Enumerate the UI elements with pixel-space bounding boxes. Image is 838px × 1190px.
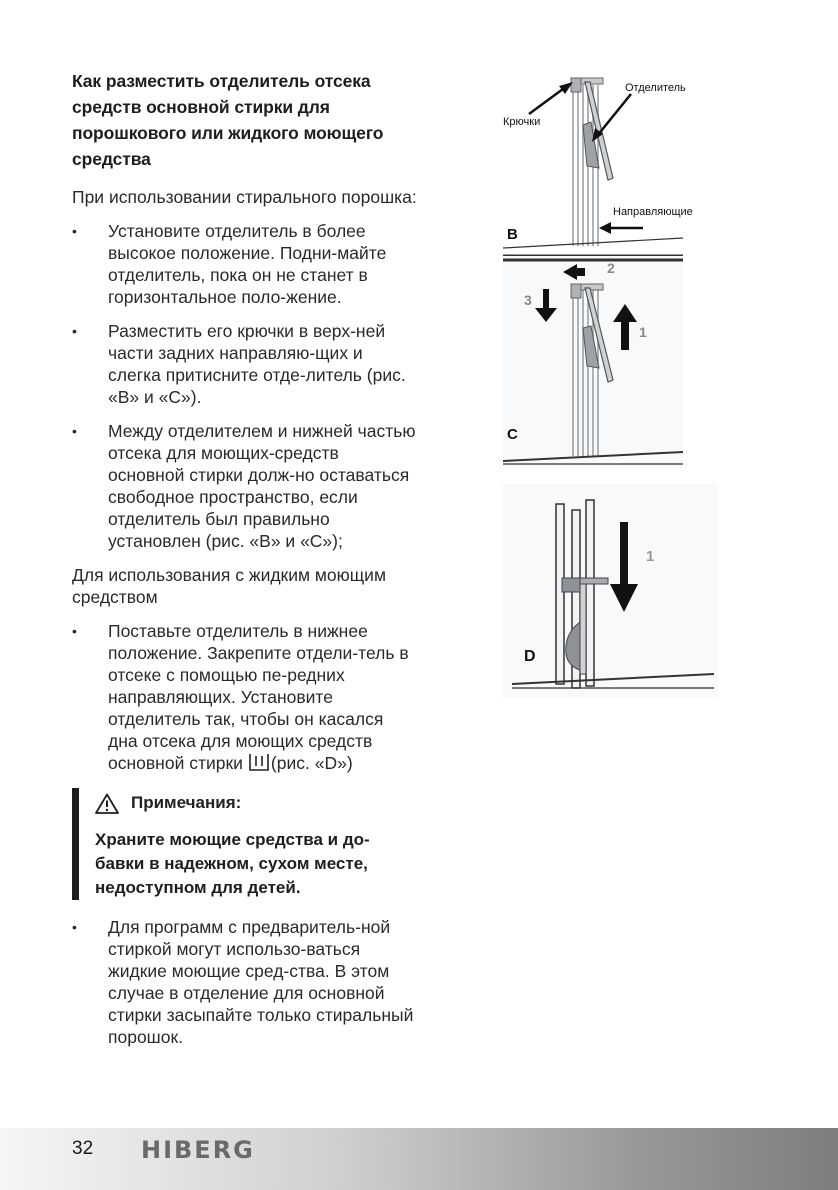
step-1-label: 1	[639, 324, 647, 340]
figure-b	[503, 70, 693, 256]
label-guides: Направляющие	[613, 206, 693, 218]
step-1-label: 1	[646, 548, 655, 565]
list-item: • Установите отделитель в более высокое положение. Подни-майте отделитель, пока он не станет в горизонтальное поло-жение.	[72, 221, 387, 307]
figure-c-illustration	[503, 256, 683, 466]
bullet: •	[72, 223, 77, 239]
figure-letter-d: D	[524, 648, 536, 665]
powder-steps-list	[72, 220, 417, 552]
main-wash-compartment-icon	[249, 753, 269, 776]
bullet: •	[72, 919, 77, 935]
step-3-label: 3	[524, 292, 532, 308]
note-title: Примечания:	[95, 788, 417, 818]
list-item: • Разместить его крючки в верх-ней части задних направляю-щих и слегка притисните отде-литель (рис. «B» и «C»).	[72, 321, 406, 407]
section-heading: Как разместить отделитель отсека средств основной стирки для порошкового или жидкого моющего средства	[72, 71, 384, 169]
warning-triangle-icon	[95, 793, 119, 814]
figure-letter-c: C	[507, 426, 518, 443]
figure-c	[503, 256, 683, 466]
label-separator: Отделитель	[625, 82, 686, 94]
list-item: • Между отделителем и нижней частью отсека для моющих-средств основной стирки долж-но оставаться свободное пространство, если отделитель был правильно установлен (рис. «B» и «C»);	[72, 421, 416, 551]
final-steps-list	[72, 916, 417, 1048]
brand-logo: HIBERG	[141, 1136, 255, 1164]
label-hooks: Крючки	[503, 116, 541, 128]
page-number: 32	[72, 1138, 94, 1159]
figure-b-illustration	[503, 70, 683, 256]
list-item: • Для программ с предваритель-ной стиркой могут использо-ваться жидкие моющие сред-ства. В этом случае в отделение для основной стирки засыпайте только стиральный порошок.	[72, 917, 414, 1047]
powder-intro: При использовании стирального порошка:	[72, 187, 417, 207]
liquid-intro: Для использования с жидким моющим средством	[72, 565, 386, 607]
bullet: •	[72, 623, 77, 639]
note-block	[72, 788, 417, 900]
page-footer	[0, 1128, 838, 1190]
figure-letter-b: B	[507, 226, 518, 243]
bullet: •	[72, 423, 77, 439]
list-item: • Поставьте отделитель в нижнее положение. Закрепите отдели-тель в отсеке с помощью пе-редних направляющих. Установите отделитель так, чтобы он касался дна отсека для моющих средств основной стирки (рис. «D»)	[72, 620, 417, 776]
figure-d	[502, 484, 718, 698]
step-2-label: 2	[607, 260, 615, 276]
liquid-steps-list	[72, 620, 417, 776]
note-body: Храните моющие средства и до-бавки в надежном, сухом месте, недоступном для детей.	[95, 830, 370, 897]
bullet: •	[72, 323, 77, 339]
text-column	[72, 68, 417, 1060]
